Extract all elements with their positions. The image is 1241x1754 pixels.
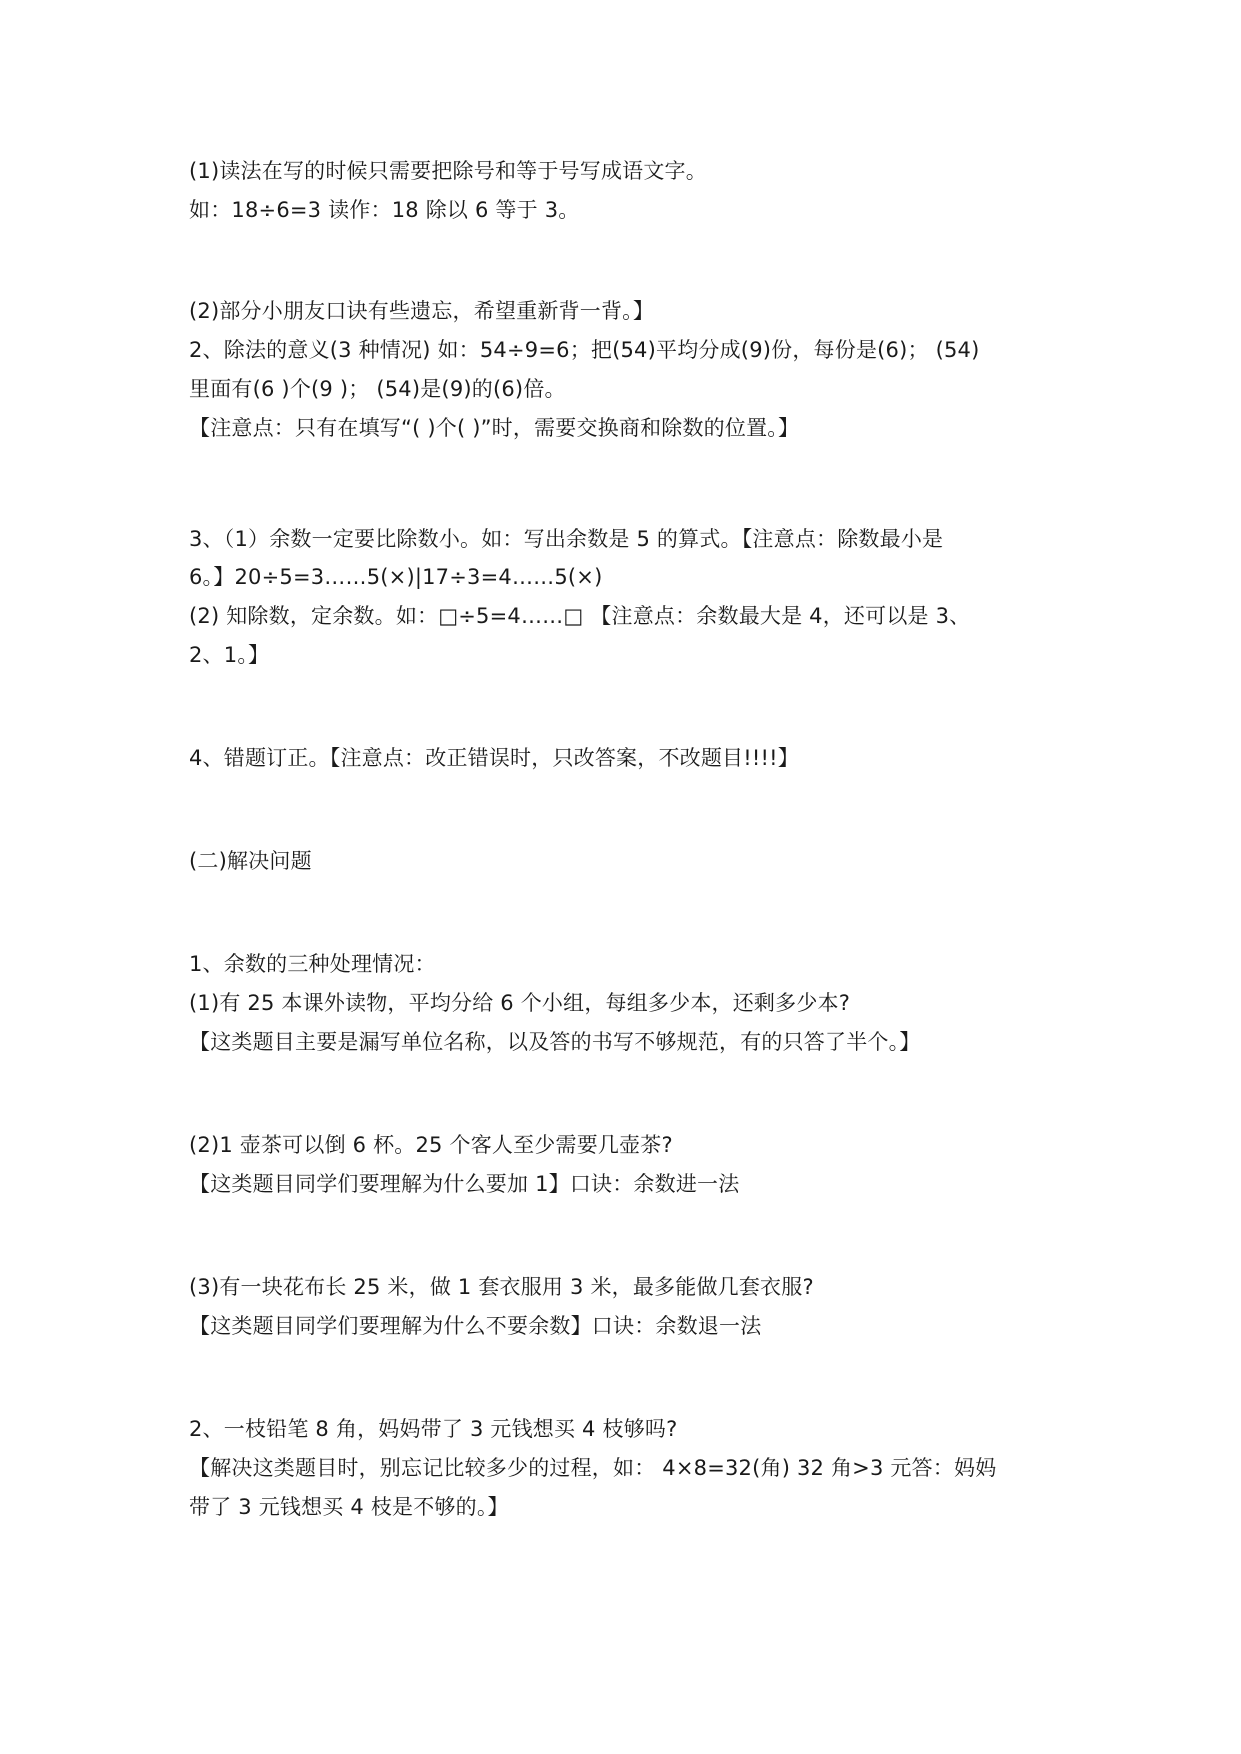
text-line: (2)部分小朋友口诀有些遗忘，希望重新背一背。】 <box>189 299 655 323</box>
text-line: 2、一枝铅笔 8 角，妈妈带了 3 元钱想买 4 枝够吗? <box>189 1417 678 1441</box>
text-line: 【这类题目同学们要理解为什么不要余数】口诀：余数退一法 <box>189 1314 762 1338</box>
text-line: (2)1 壶茶可以倒 6 杯。25 个客人至少需要几壶茶? <box>189 1133 673 1157</box>
text-line: 【解决这类题目时，别忘记比较多少的过程，如： 4×8=32(角) 32 角>3 元答：妈妈 <box>189 1456 997 1480</box>
text-line: 6。】20÷5=3……5(×)|17÷3=4……5(×) <box>189 565 603 589</box>
text-line: 【注意点：只有在填写“( )个( )”时，需要交换商和除数的位置。】 <box>189 416 800 440</box>
text-line: 【这类题目主要是漏写单位名称，以及答的书写不够规范，有的只答了半个。】 <box>189 1030 921 1054</box>
text-line: 里面有(6 )个(9 )； (54)是(9)的(6)倍。 <box>189 377 566 401</box>
text-line: 【这类题目同学们要理解为什么要加 1】口诀：余数进一法 <box>189 1172 740 1196</box>
text-line: (1)有 25 本课外读物，平均分给 6 个小组，每组多少本，还剩多少本? <box>189 991 851 1015</box>
text-line: (2) 知除数，定余数。如：□÷5=4……□ 【注意点：余数最大是 4，还可以是 3、 <box>189 604 971 628</box>
text-line: 3、（1）余数一定要比除数小。如：写出余数是 5 的算式。【注意点：除数最小是 <box>189 527 944 551</box>
text-line: 1、余数的三种处理情况： <box>189 952 436 976</box>
text-line: 如：18÷6=3 读作：18 除以 6 等于 3。 <box>189 198 580 222</box>
text-line: (1)读法在写的时候只需要把除号和等于号写成语文字。 <box>189 159 707 183</box>
text-line: 2、除法的意义(3 种情况) 如：54÷9=6；把(54)平均分成(9)份，每份是(6)； (54) <box>189 338 980 362</box>
section-heading: (二)解决问题 <box>189 849 312 873</box>
text-line: 4、错题订正。【注意点：改正错误时，只改答案，不改题目!!!!】 <box>189 746 799 770</box>
text-line: 2、1。】 <box>189 643 270 667</box>
text-line: 带了 3 元钱想买 4 枝是不够的。】 <box>189 1495 509 1519</box>
text-line: (3)有一块花布长 25 米，做 1 套衣服用 3 米，最多能做几套衣服? <box>189 1275 814 1299</box>
